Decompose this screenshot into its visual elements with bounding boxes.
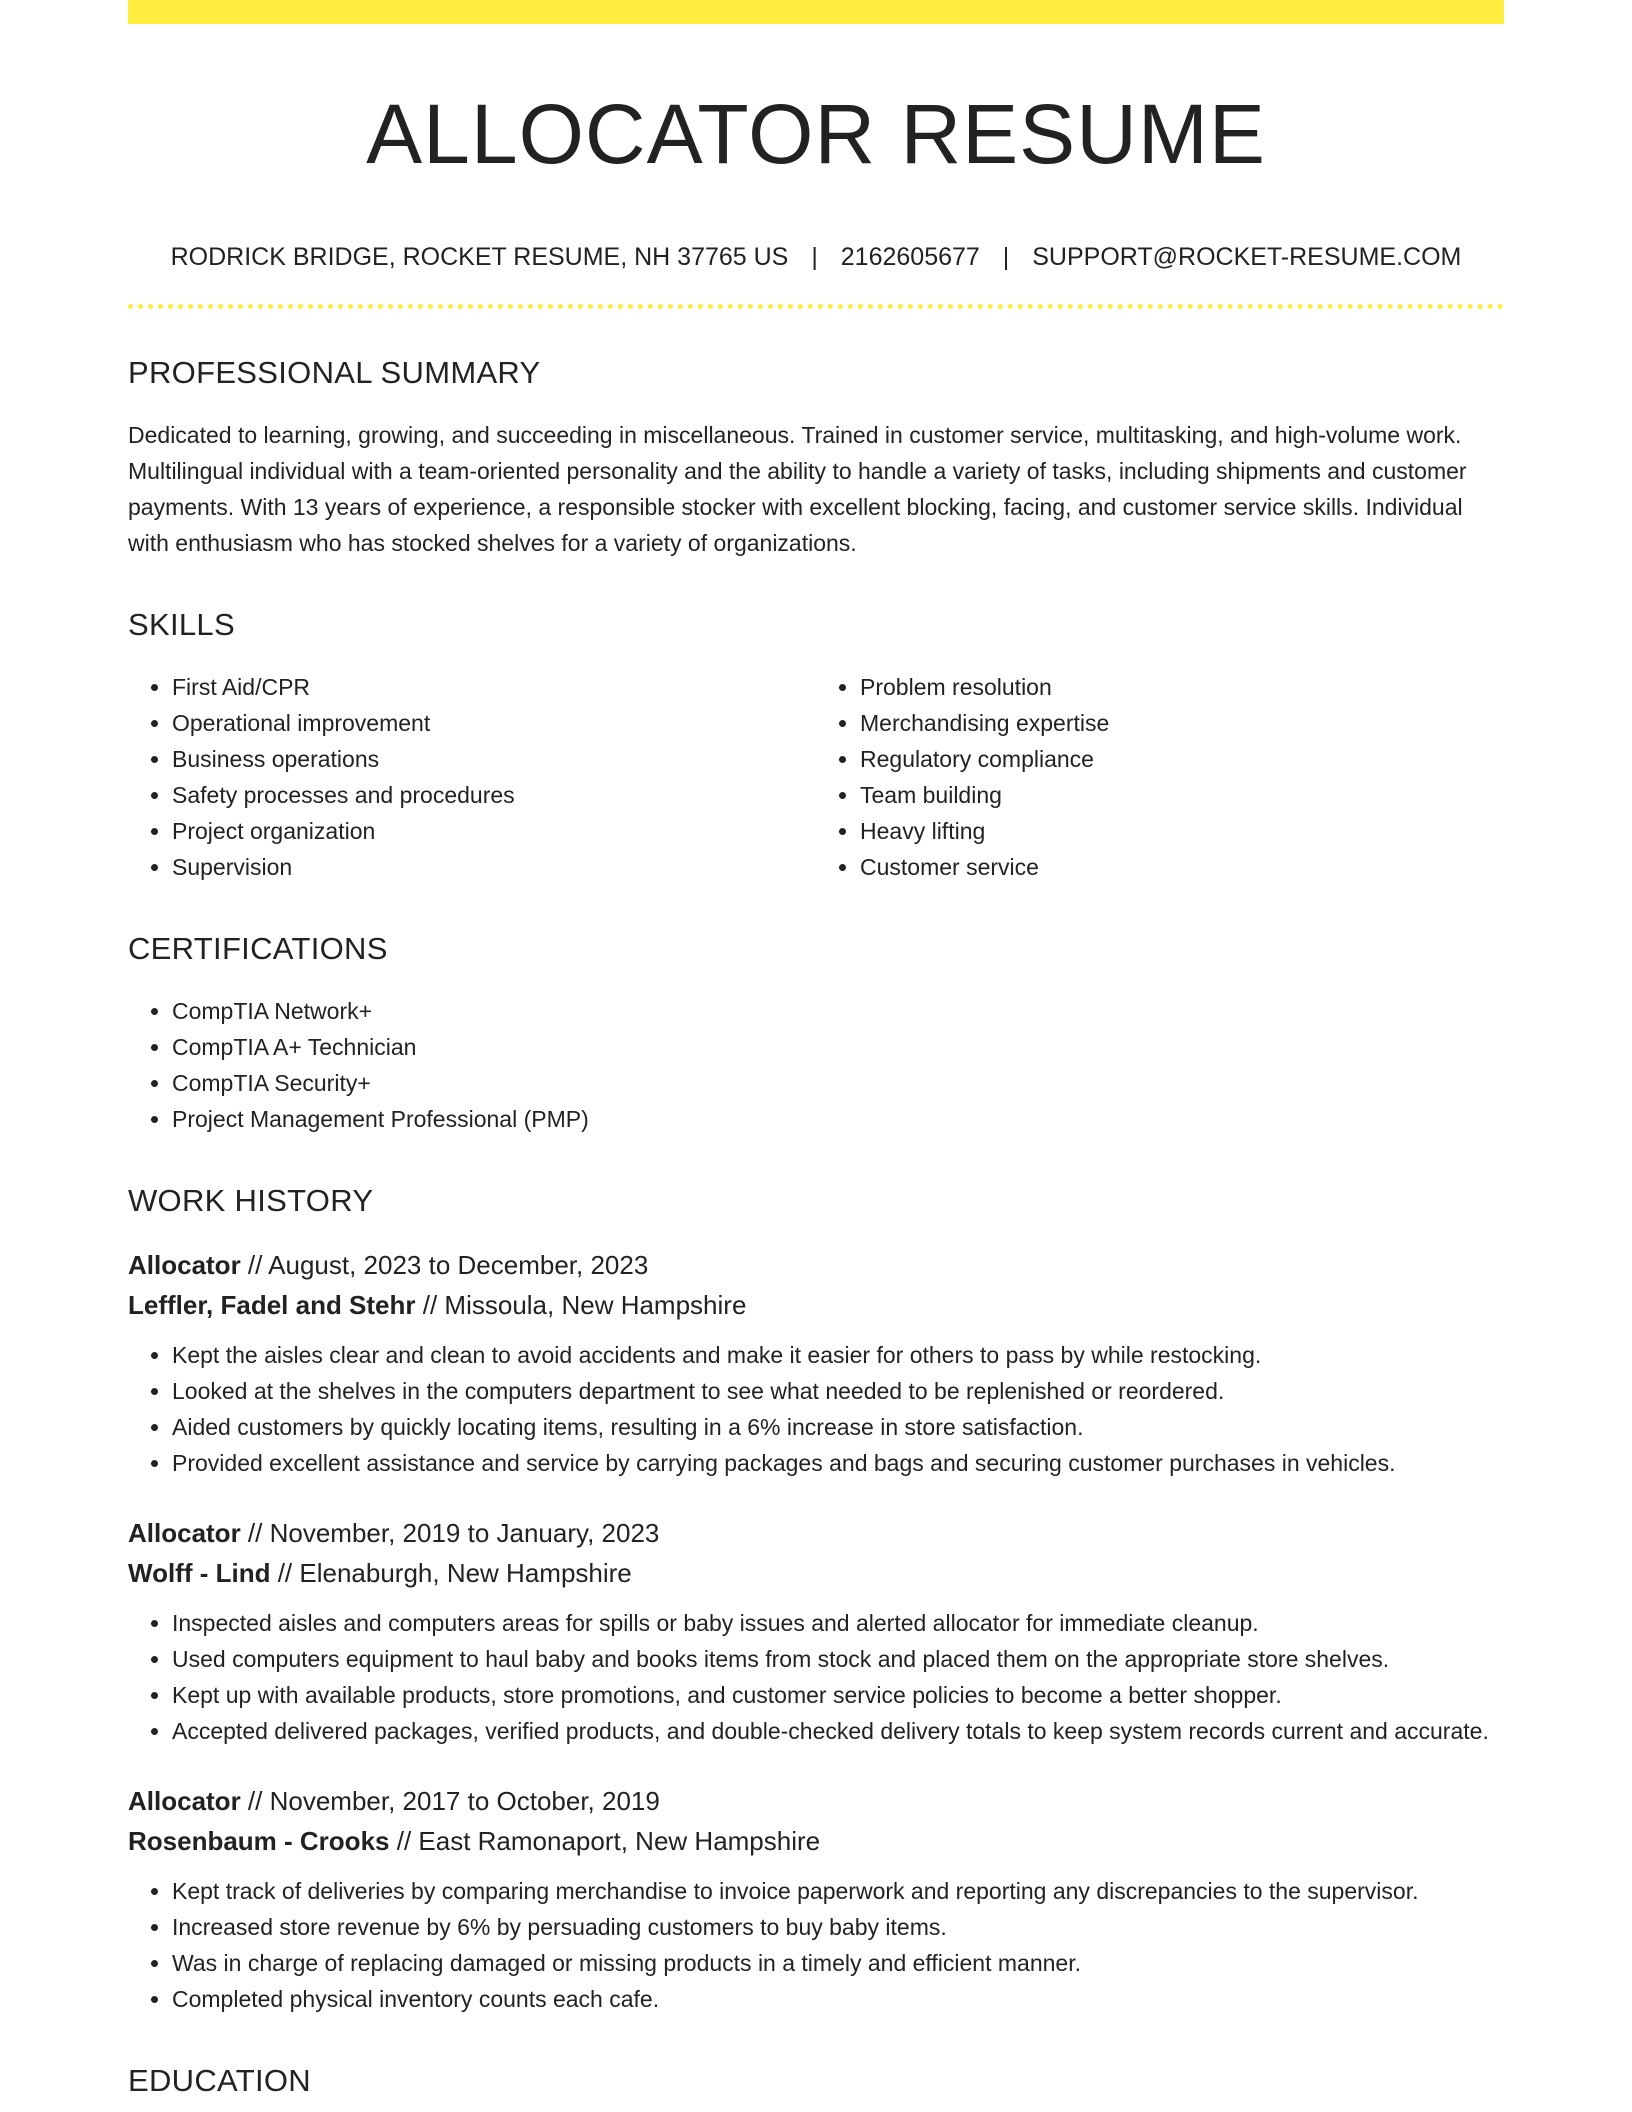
skill-item: • Regulatory compliance (860, 741, 1504, 777)
job-role: Allocator (128, 1786, 241, 1816)
skill-item: • Merchandising expertise (860, 705, 1504, 741)
skill-item: • Project organization (172, 813, 816, 849)
skill-item: • Team building (860, 777, 1504, 813)
job-company: Wolff - Lind (128, 1558, 271, 1588)
job-bullets (128, 1337, 1504, 1481)
contact-email: SUPPORT@ROCKET-RESUME.COM (1032, 243, 1462, 271)
skills-list-right (816, 669, 1504, 885)
work-history-heading: WORK HISTORY (128, 1183, 374, 1218)
job-location: // Elenaburgh, New Hampshire (277, 1558, 632, 1588)
contact-line (128, 240, 1504, 274)
job-bullet: • Kept up with available products, store promotions, and customer service policies to become a better shopper. (172, 1677, 1504, 1713)
certification-item: • Project Management Professional (PMP) (172, 1101, 1504, 1137)
job-title-line (128, 1781, 1504, 1821)
job-bullets (128, 1605, 1504, 1749)
job-bullet: • Accepted delivered packages, verified products, and double-checked delivery totals to keep system records current and accurate. (172, 1713, 1504, 1749)
summary-section (128, 353, 1504, 561)
job-entry (128, 1513, 1504, 1749)
job-bullet: • Increased store revenue by 6% by persuading customers to buy baby items. (172, 1909, 1504, 1945)
job-bullet: • Aided customers by quickly locating items, resulting in a 6% increase in store satisfaction. (172, 1409, 1504, 1445)
education-section (128, 2061, 1504, 2101)
job-entry (128, 1781, 1504, 2017)
skill-item: • Customer service (860, 849, 1504, 885)
job-bullet: • Was in charge of replacing damaged or missing products in a timely and efficient manner. (172, 1945, 1504, 1981)
job-bullet: • Used computers equipment to haul baby and books items from stock and placed them on the appropriate store shelves. (172, 1641, 1504, 1677)
contact-separator: | (811, 243, 818, 271)
dotted-divider (128, 304, 1504, 309)
certifications-section (128, 929, 1504, 1137)
summary-text: Dedicated to learning, growing, and succeeding in miscellaneous. Trained in customer service, multitasking, and high-volume work. Multilingual individual with a team-oriented personality and the ability to handle a variety of tasks, including shipments and customer payments. With 13 years of experience, a responsible stocker with excellent blocking, facing, and customer service skills. Individual with enthusiasm who has stocked shelves for a variety of organizations. (128, 422, 1467, 556)
skill-item: • Operational improvement (172, 705, 816, 741)
job-location: // Missoula, New Hampshire (422, 1290, 747, 1320)
skills-list-left (128, 669, 816, 885)
certification-item: • CompTIA Security+ (172, 1065, 1504, 1101)
job-bullets (128, 1873, 1504, 2017)
certification-item: • CompTIA A+ Technician (172, 1029, 1504, 1065)
job-dates: // November, 2019 to January, 2023 (247, 1518, 660, 1548)
job-bullet: • Provided excellent assistance and service by carrying packages and bags and securing customer purchases in vehicles. (172, 1445, 1504, 1481)
skills-columns (128, 669, 1504, 885)
skill-item: • Heavy lifting (860, 813, 1504, 849)
certification-item: • CompTIA Network+ (172, 993, 1504, 1029)
job-title-line (128, 1513, 1504, 1553)
skill-item: • Problem resolution (860, 669, 1504, 705)
education-heading: EDUCATION (128, 2063, 311, 2098)
job-company-line (128, 1821, 1504, 1861)
certifications-heading: CERTIFICATIONS (128, 931, 388, 966)
work-history-section (128, 1181, 1504, 2017)
job-dates: // November, 2017 to October, 2019 (247, 1786, 660, 1816)
job-role: Allocator (128, 1250, 241, 1280)
resume-page (128, 0, 1504, 2101)
job-role: Allocator (128, 1518, 241, 1548)
job-company: Rosenbaum - Crooks (128, 1826, 390, 1856)
contact-address: RODRICK BRIDGE, ROCKET RESUME, NH 37765 US (170, 243, 789, 271)
certifications-list (128, 993, 1504, 1137)
top-accent-bar (128, 0, 1504, 24)
job-company-line (128, 1285, 1504, 1325)
skills-heading: SKILLS (128, 607, 235, 642)
skills-section (128, 605, 1504, 885)
contact-separator: | (1002, 243, 1010, 271)
skill-item: • Business operations (172, 741, 816, 777)
skill-item: • First Aid/CPR (172, 669, 816, 705)
job-entry (128, 1245, 1504, 1481)
job-title-line (128, 1245, 1504, 1285)
resume-title: ALLOCATOR RESUME (366, 87, 1266, 181)
job-bullet: • Inspected aisles and computers areas for spills or baby issues and alerted allocator for immediate cleanup. (172, 1605, 1504, 1641)
job-bullet: • Completed physical inventory counts each cafe. (172, 1981, 1504, 2017)
skill-item: • Supervision (172, 849, 816, 885)
skill-item: • Safety processes and procedures (172, 777, 816, 813)
job-bullet: • Kept the aisles clear and clean to avoid accidents and make it easier for others to pass by while restocking. (172, 1337, 1504, 1373)
job-dates: // August, 2023 to December, 2023 (247, 1250, 649, 1280)
summary-heading: PROFESSIONAL SUMMARY (128, 355, 541, 390)
job-location: // East Ramonaport, New Hampshire (396, 1826, 821, 1856)
contact-phone: 2162605677 (840, 243, 980, 271)
job-bullet: • Kept track of deliveries by comparing merchandise to invoice paperwork and reporting any discrepancies to the supervisor. (172, 1873, 1504, 1909)
job-company: Leffler, Fadel and Stehr (128, 1290, 416, 1320)
job-bullet: • Looked at the shelves in the computers department to see what needed to be replenished or reordered. (172, 1373, 1504, 1409)
job-company-line (128, 1553, 1504, 1593)
